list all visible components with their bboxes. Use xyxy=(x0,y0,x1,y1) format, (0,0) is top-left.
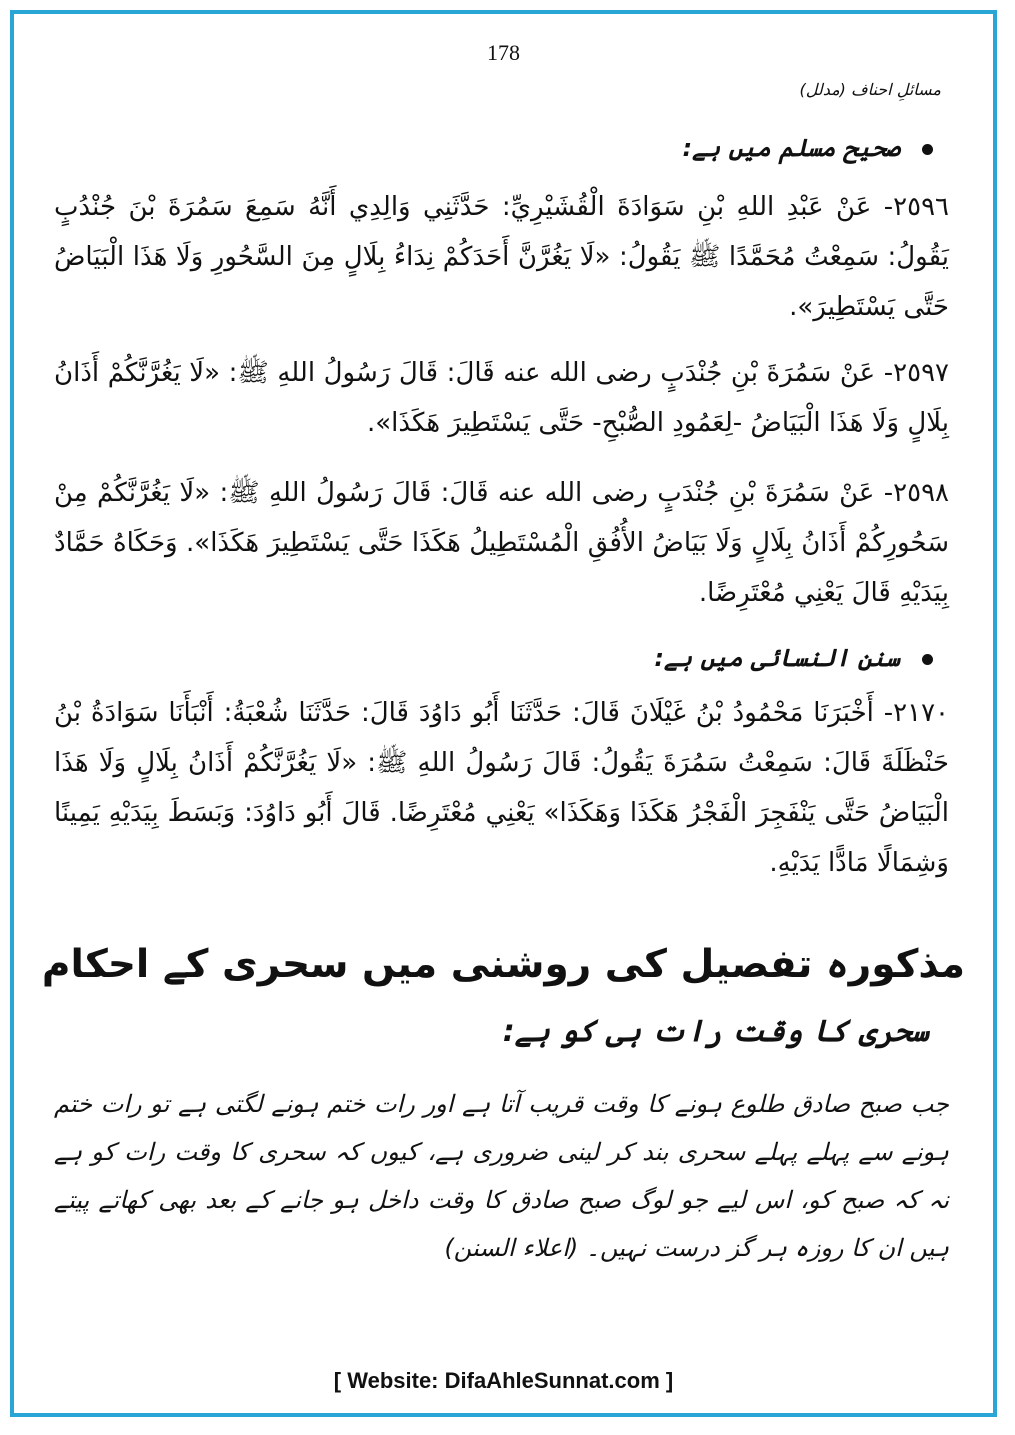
bullet-icon xyxy=(922,654,933,665)
hadith-2596: ٢٥٩٦- عَنْ عَبْدِ اللهِ بْنِ سَوَادَةَ الْقُشَيْرِيِّ: حَدَّثَنِي وَالِدِي أَنَّهُ سَمِعَ سَمُرَةَ بْنَ جُنْدُبٍ يَقُولُ: سَمِعْتُ مُحَمَّدًا ﷺ يَقُولُ: «لَا يَغُرَّنَّ أَحَدَكُمْ نِدَاءُ بِلَالٍ مِنَ السَّحُورِ وَلَا هَذَا الْبَيَاضُ حَتَّى يَسْتَطِيرَ». xyxy=(54,192,949,322)
urdu-paragraph: جب صبح صادق طلوع ہونے کا وقت قریب آتا ہے اور رات ختم ہونے لگتی ہے تو رات ختم ہونے سے پہلے پہلے سحری بند کر لینی ضروری ہے، کیوں کہ سحری کا وقت رات کو ہے نہ کہ صبح کو، اس لیے جو لوگ صبح صادق کا وقت داخل ہو جانے کے بعد بھی کھاتے پیتے ہیں ان کا روزہ ہر گز درست نہیں۔ (اعلاء السنن) xyxy=(54,1090,949,1262)
website-footer: [ Website: DifaAhleSunnat.com ] xyxy=(333,1368,674,1393)
running-head: مسائلِ احناف (مدلل) xyxy=(799,80,941,99)
hadith-2598: ٢٥٩٨- عَنْ سَمُرَةَ بْنِ جُنْدَبٍ رضى الله عنه قَالَ: قَالَ رَسُولُ اللهِ ﷺ: «لَا يَغُرَّنَّكُمْ مِنْ سَحُورِكُمْ أَذَانُ بِلَالٍ وَلَا بَيَاضُ الأُفُقِ الْمُسْتَطِيلُ هَكَذَا حَتَّى يَسْتَطِيرَ هَكَذَا». وَحَكَاهُ حَمَّادٌ بِيَدَيْهِ قَالَ يَعْنِي مُعْتَرِضًا. xyxy=(54,478,949,608)
hadith-2597: ٢٥٩٧- عَنْ سَمُرَةَ بْنِ جُنْدَبٍ رضى الله عنه قَالَ: قَالَ رَسُولُ اللهِ ﷺ: «لَا يَغُرَّنَّكُمْ أَذَانُ بِلَالٍ وَلَا هَذَا الْبَيَاضُ -لِعَمُودِ الصُّبْحِ- حَتَّى يَسْتَطِيرَ هَكَذَا». xyxy=(54,358,949,438)
page-number: 178 xyxy=(487,40,520,65)
section-title: مذکورہ تفصیل کی روشنی میں سحری کے احکام xyxy=(41,942,966,987)
nasai-heading: سنن النسائی میں ہے: xyxy=(654,644,933,672)
muslim-heading: صحیح مسلم میں ہے: xyxy=(683,134,933,162)
sub-heading: سحری کا وقت رات ہی کو ہے: xyxy=(502,1014,929,1049)
hadith-2170: ٢١٧٠- أَخْبَرَنَا مَحْمُودُ بْنُ غَيْلَانَ قَالَ: حَدَّثَنَا أَبُو دَاوُدَ قَالَ: حَدَّثَنَا شُعْبَةُ: أَنْبَأَنَا سَوَادَةُ بْنُ حَنْظَلَةَ قَالَ: سَمِعْتُ سَمُرَةَ يَقُولُ: قَالَ رَسُولُ اللهِ ﷺ: «لَا يَغُرَّنَّكُمْ أَذَانُ بِلَالٍ وَلَا هَذَا الْبَيَاضُ حَتَّى يَنْفَجِرَ الْفَجْرُ هَكَذَا وَهَكَذَا» يَعْنِي مُعْتَرِضًا. قَالَ أَبُو دَاوُدَ: وَبَسَطَ بِيَدَيْهِ يَمِينًا وَشِمَالًا مَادًّا يَدَيْهِ. xyxy=(54,698,949,878)
document-page xyxy=(14,14,993,1413)
bullet-icon xyxy=(922,144,933,155)
